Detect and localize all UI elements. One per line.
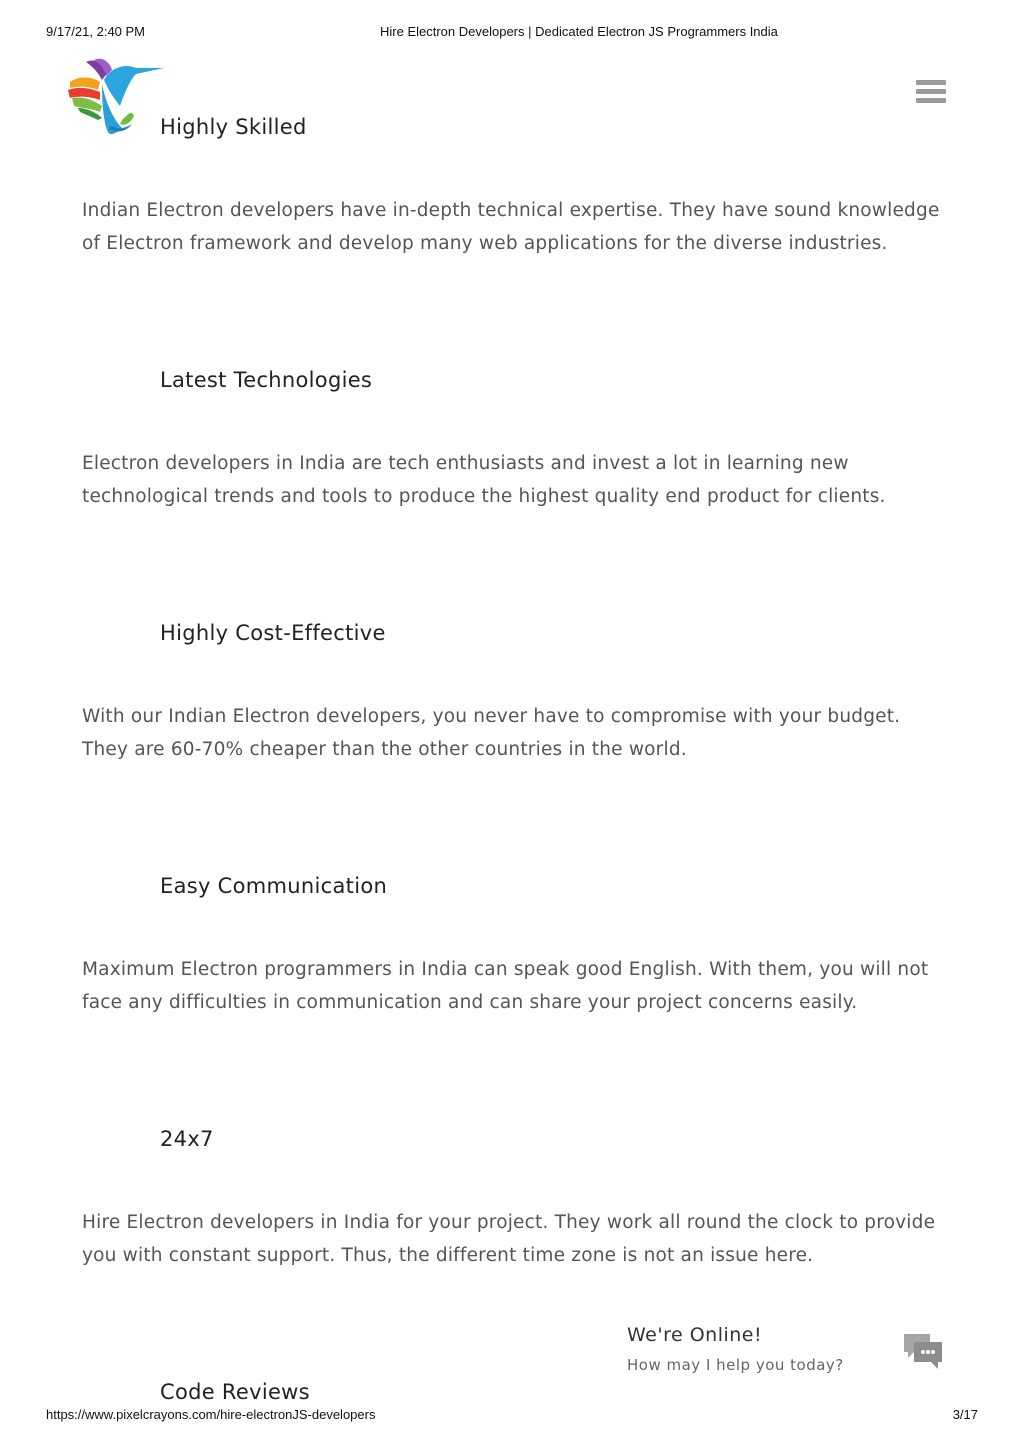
- feature-heading-24x7: 24x7: [160, 1127, 214, 1151]
- feature-heading-easy-communication: Easy Communication: [160, 874, 388, 898]
- feature-heading-highly-skilled: Highly Skilled: [160, 115, 307, 139]
- feature-heading-cost-effective: Highly Cost-Effective: [160, 621, 386, 645]
- feature-heading-latest-technologies: Latest Technologies: [160, 368, 373, 392]
- print-page-title: Hire Electron Developers | Dedicated Electron JS Programmers India: [380, 24, 778, 39]
- feature-text-cost-effective: With our Indian Electron developers, you never have to compromise with your budget. They are 60-70% cheaper than the other countries in the world.: [82, 706, 901, 760]
- hamburger-menu-icon[interactable]: [916, 80, 946, 104]
- print-footer: [0, 1407, 1024, 1425]
- chat-subtitle: How may I help you today?: [627, 1356, 844, 1374]
- feature-text-latest-technologies: Electron developers in India are tech enthusiasts and invest a lot in learning new technological trends and tools to produce the highest quality end product for clients.: [82, 453, 886, 507]
- print-date: 9/17/21, 2:40 PM: [46, 24, 146, 39]
- chat-widget[interactable]: [618, 1318, 958, 1388]
- hummingbird-logo-icon[interactable]: [64, 54, 168, 140]
- print-page-number: 3/17: [952, 1407, 978, 1422]
- feature-text-highly-skilled: Indian Electron developers have in-depth technical expertise. They have sound knowledge of Electron framework and develop many web applications for the diverse industries.: [82, 200, 940, 254]
- feature-heading-code-reviews: Code Reviews: [160, 1380, 310, 1404]
- print-url: https://www.pixelcrayons.com/hire-electronJS-developers: [46, 1407, 376, 1422]
- chat-title: We're Online!: [627, 1324, 763, 1346]
- print-header: [0, 24, 1024, 44]
- chat-bubbles-icon[interactable]: [902, 1332, 946, 1372]
- feature-text-easy-communication: Maximum Electron programmers in India can speak good English. With them, you will not face any difficulties in communication and can share your project concerns easily.: [82, 959, 929, 1013]
- feature-text-24x7: Hire Electron developers in India for your project. They work all round the clock to provide you with constant support. Thus, the different time zone is not an issue here.: [82, 1212, 936, 1266]
